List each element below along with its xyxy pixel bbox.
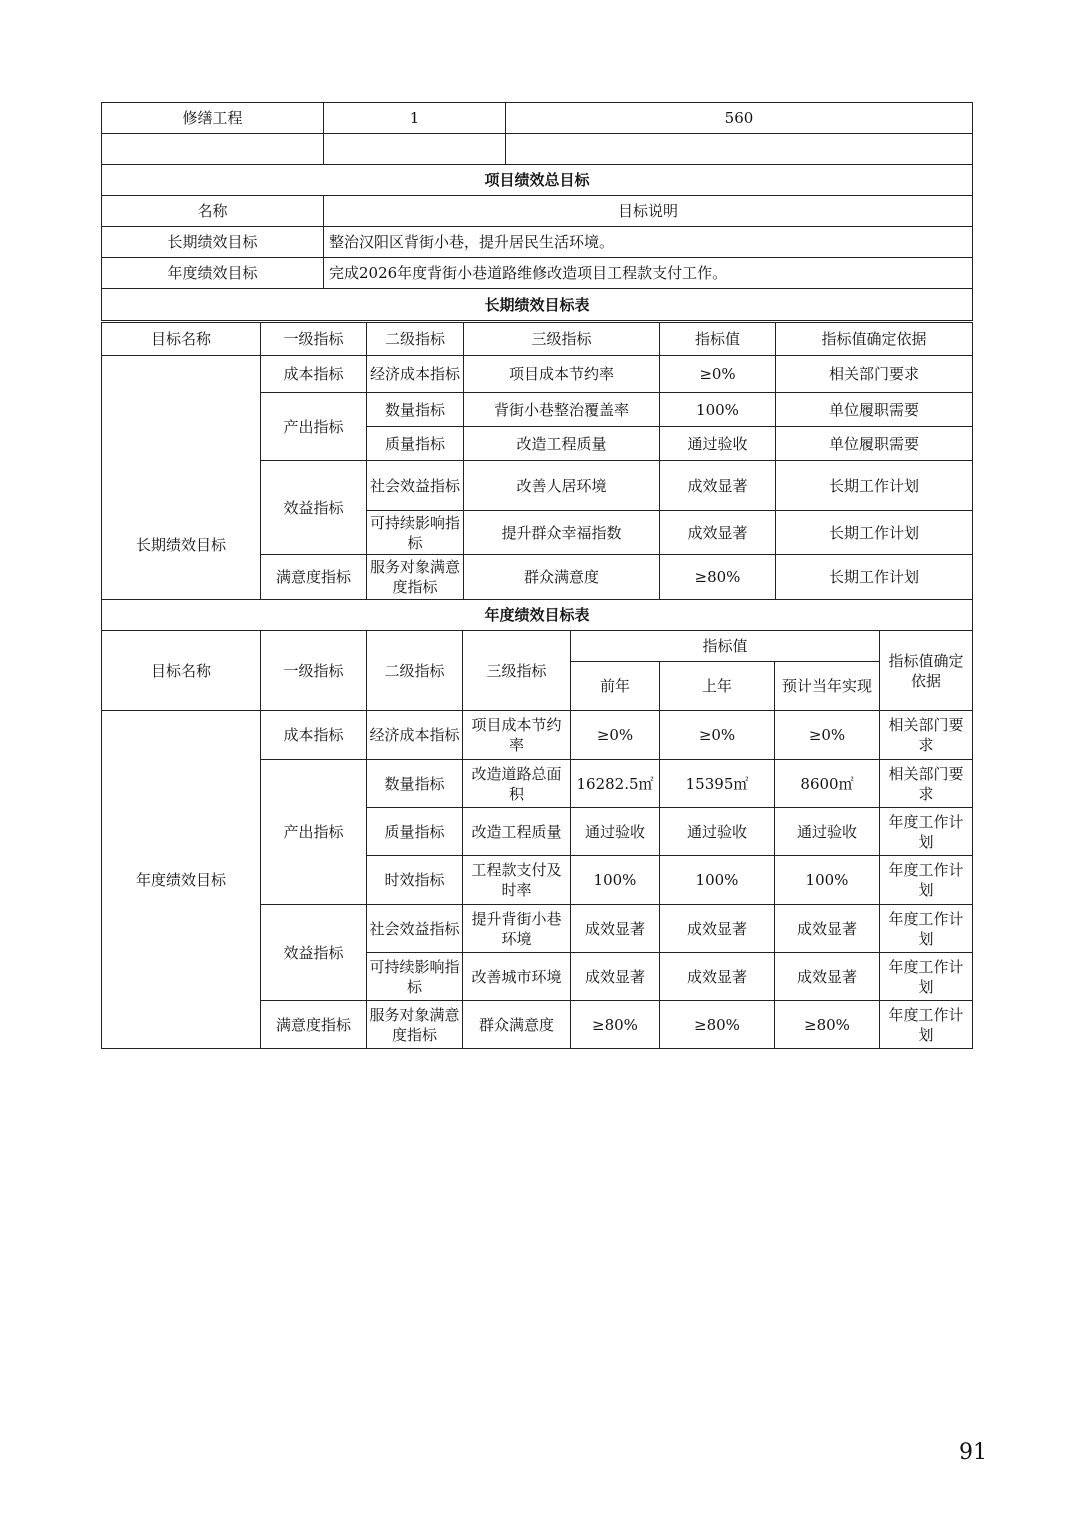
- last-cell: 100%: [660, 856, 775, 905]
- annual-label: 年度绩效目标: [102, 258, 324, 289]
- l2-cell: 数量指标: [367, 760, 463, 808]
- col-header: 前年: [571, 662, 660, 711]
- prev-cell: ≥80%: [571, 1001, 660, 1049]
- col-header: 指标值: [571, 631, 880, 662]
- curr-cell: ≥80%: [775, 1001, 880, 1049]
- goal-name-cell: 长期绩效目标: [102, 356, 261, 600]
- table-row: [102, 103, 973, 134]
- table-row: [102, 711, 973, 760]
- project-qty-cell: 1: [324, 103, 506, 134]
- col-header: 二级指标: [367, 631, 463, 711]
- project-name-cell: 修缮工程: [102, 103, 324, 134]
- category-cell: 产出指标: [261, 393, 367, 461]
- col-header: 指标值: [660, 323, 776, 356]
- header-row: [102, 323, 973, 356]
- basis-cell: 相关部门要求: [880, 760, 973, 808]
- l3-cell: 背街小巷整治覆盖率: [464, 393, 660, 427]
- annual-table-title: 年度绩效目标表: [102, 600, 973, 631]
- curr-cell: 8600㎡: [775, 760, 880, 808]
- value-cell: 成效显著: [660, 511, 776, 555]
- l3-cell: 改造工程质量: [463, 808, 571, 856]
- prev-cell: ≥0%: [571, 711, 660, 760]
- longterm-label: 长期绩效目标: [102, 227, 324, 258]
- curr-cell: 成效显著: [775, 953, 880, 1001]
- table-row-empty: [102, 134, 973, 165]
- value-cell: ≥80%: [660, 555, 776, 600]
- l3-cell: 项目成本节约率: [463, 711, 571, 760]
- basis-cell: 长期工作计划: [776, 511, 973, 555]
- annual-text: 完成2026年度背街小巷道路维修改造项目工程款支付工作。: [324, 258, 973, 289]
- l2-cell: 时效指标: [367, 856, 463, 905]
- overall-goal-table: [101, 102, 973, 321]
- last-cell: 通过验收: [660, 808, 775, 856]
- col-header: 三级指标: [463, 631, 571, 711]
- value-cell: ≥0%: [660, 356, 776, 393]
- l2-cell: 质量指标: [367, 808, 463, 856]
- basis-cell: 年度工作计划: [880, 1001, 973, 1049]
- page-number: 91: [959, 1440, 987, 1465]
- category-cell: 产出指标: [261, 760, 367, 905]
- prev-cell: 通过验收: [571, 808, 660, 856]
- longterm-text: 整治汉阳区背街小巷，提升居民生活环境。: [324, 227, 973, 258]
- l3-cell: 工程款支付及时率: [463, 856, 571, 905]
- prev-cell: 成效显著: [571, 905, 660, 953]
- basis-cell: 长期工作计划: [776, 461, 973, 511]
- basis-cell: 年度工作计划: [880, 856, 973, 905]
- project-amount-cell: 560: [506, 103, 973, 134]
- l3-cell: 项目成本节约率: [464, 356, 660, 393]
- col-header: 指标值确定依据: [776, 323, 973, 356]
- l3-cell: 改善城市环境: [463, 953, 571, 1001]
- prev-cell: 100%: [571, 856, 660, 905]
- name-header: 名称: [102, 196, 324, 227]
- desc-header: 目标说明: [324, 196, 973, 227]
- prev-cell: 16282.5㎡: [571, 760, 660, 808]
- col-header: 目标名称: [102, 323, 261, 356]
- basis-cell: 年度工作计划: [880, 953, 973, 1001]
- basis-cell: 相关部门要求: [880, 711, 973, 760]
- value-cell: 100%: [660, 393, 776, 427]
- basis-cell: 年度工作计划: [880, 905, 973, 953]
- basis-cell: 年度工作计划: [880, 808, 973, 856]
- curr-cell: 通过验收: [775, 808, 880, 856]
- col-header: 指标值确定依据: [880, 631, 973, 711]
- l2-cell: 服务对象满意度指标: [367, 1001, 463, 1049]
- l3-cell: 改造道路总面积: [463, 760, 571, 808]
- category-cell: 成本指标: [261, 711, 367, 760]
- l2-cell: 数量指标: [367, 393, 464, 427]
- l3-cell: 提升背街小巷环境: [463, 905, 571, 953]
- col-header: 上年: [660, 662, 775, 711]
- basis-cell: 单位履职需要: [776, 393, 973, 427]
- l3-cell: 改造工程质量: [464, 427, 660, 461]
- header-row: [102, 631, 973, 662]
- col-header: 一级指标: [261, 323, 367, 356]
- l2-cell: 服务对象满意度指标: [367, 555, 464, 600]
- category-cell: 满意度指标: [261, 1001, 367, 1049]
- l2-cell: 经济成本指标: [367, 356, 464, 393]
- last-cell: 成效显著: [660, 953, 775, 1001]
- value-cell: 成效显著: [660, 461, 776, 511]
- l3-cell: 提升群众幸福指数: [464, 511, 660, 555]
- l2-cell: 可持续影响指标: [367, 511, 464, 555]
- col-header: 三级指标: [464, 323, 660, 356]
- value-cell: 通过验收: [660, 427, 776, 461]
- curr-cell: ≥0%: [775, 711, 880, 760]
- col-header: 目标名称: [102, 631, 261, 711]
- overall-goal-title: 项目绩效总目标: [102, 165, 973, 196]
- basis-cell: 单位履职需要: [776, 427, 973, 461]
- annual-goal-table: [101, 630, 973, 1049]
- l2-cell: 社会效益指标: [367, 905, 463, 953]
- category-cell: 效益指标: [261, 905, 367, 1001]
- goal-name-cell: 年度绩效目标: [102, 711, 261, 1049]
- l3-cell: 群众满意度: [464, 555, 660, 600]
- last-cell: ≥0%: [660, 711, 775, 760]
- l3-cell: 改善人居环境: [464, 461, 660, 511]
- l2-cell: 可持续影响指标: [367, 953, 463, 1001]
- longterm-goal-table: [101, 322, 973, 631]
- category-cell: 成本指标: [261, 356, 367, 393]
- l2-cell: 社会效益指标: [367, 461, 464, 511]
- col-header: 预计当年实现: [775, 662, 880, 711]
- l2-cell: 质量指标: [367, 427, 464, 461]
- category-cell: 满意度指标: [261, 555, 367, 600]
- l2-cell: 经济成本指标: [367, 711, 463, 760]
- last-cell: ≥80%: [660, 1001, 775, 1049]
- curr-cell: 100%: [775, 856, 880, 905]
- basis-cell: 长期工作计划: [776, 555, 973, 600]
- basis-cell: 相关部门要求: [776, 356, 973, 393]
- last-cell: 成效显著: [660, 905, 775, 953]
- table-row: [102, 356, 973, 393]
- col-header: 一级指标: [261, 631, 367, 711]
- l3-cell: 群众满意度: [463, 1001, 571, 1049]
- last-cell: 15395㎡: [660, 760, 775, 808]
- longterm-table-title: 长期绩效目标表: [102, 289, 973, 321]
- prev-cell: 成效显著: [571, 953, 660, 1001]
- col-header: 二级指标: [367, 323, 464, 356]
- curr-cell: 成效显著: [775, 905, 880, 953]
- category-cell: 效益指标: [261, 461, 367, 555]
